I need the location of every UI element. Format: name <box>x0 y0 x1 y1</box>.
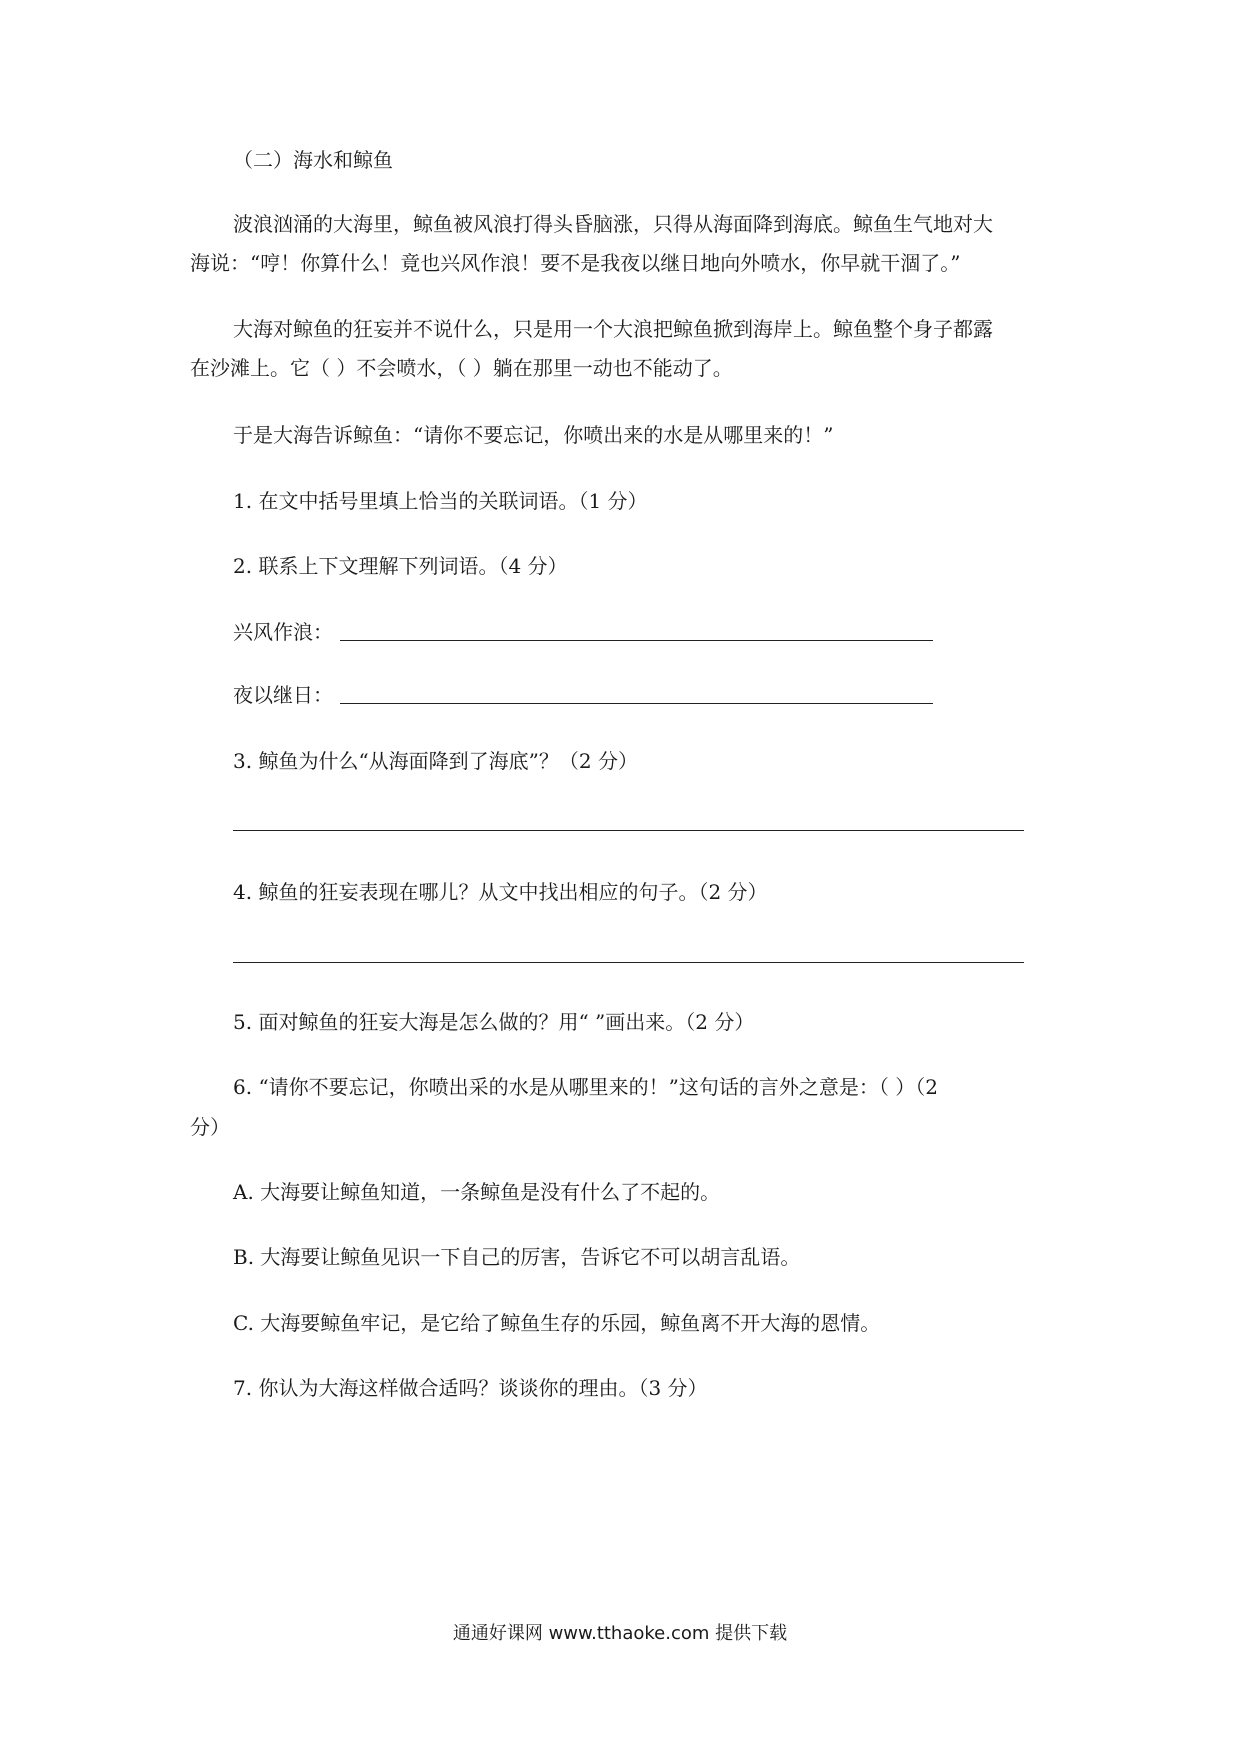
passage-paragraph-1-line-2: 海说：“哼！你算什么！竟也兴风作浪！要不是我夜以继日地向外喷水，你早就干涸了。” <box>190 251 961 275</box>
answer-line-term-2[interactable] <box>340 703 933 704</box>
question-6-option-c: C. 大海要鲸鱼牢记，是它给了鲸鱼生存的乐园，鲸鱼离不开大海的恩情。 <box>233 1311 881 1335</box>
page-footer: 通通好课网 www.tthaoke.com 提供下载 <box>452 1623 788 1644</box>
answer-line-question-3[interactable] <box>233 830 1024 831</box>
question-2-term-2: 夜以继日： <box>233 683 333 707</box>
answer-line-term-1[interactable] <box>340 640 933 641</box>
question-1: 1. 在文中括号里填上恰当的关联词语。（1 分） <box>233 489 648 513</box>
answer-line-question-4[interactable] <box>233 962 1024 963</box>
question-6-line-1: 6. “请你不要忘记，你喷出采的水是从哪里来的！”这句话的言外之意是：（ ）（2 <box>233 1075 938 1099</box>
passage-paragraph-2-line-1: 大海对鲸鱼的狂妄并不说什么，只是用一个大浪把鲸鱼掀到海岸上。鲸鱼整个身子都露 <box>233 317 993 341</box>
question-4: 4. 鲸鱼的狂妄表现在哪儿？从文中找出相应的句子。（2 分） <box>233 880 768 904</box>
question-6-option-b: B. 大海要让鲸鱼见识一下自己的厉害，告诉它不可以胡言乱语。 <box>233 1245 801 1269</box>
passage-paragraph-3: 于是大海告诉鲸鱼：“请你不要忘记，你喷出来的水是从哪里来的！” <box>233 423 834 447</box>
passage-paragraph-2-line-2: 在沙滩上。它（ ）不会喷水，（ ）躺在那里一动也不能动了。 <box>190 356 733 380</box>
section-title: （二）海水和鲸鱼 <box>233 148 393 172</box>
passage-paragraph-1-line-1: 波浪汹涌的大海里，鲸鱼被风浪打得头昏脑涨，只得从海面降到海底。鲸鱼生气地对大 <box>233 212 993 236</box>
question-7: 7. 你认为大海这样做合适吗？谈谈你的理由。（3 分） <box>233 1376 708 1400</box>
question-2: 2. 联系上下文理解下列词语。（4 分） <box>233 554 568 578</box>
question-5: 5. 面对鲸鱼的狂妄大海是怎么做的？用“ ”画出来。（2 分） <box>233 1010 755 1034</box>
question-6-line-2: 分） <box>190 1115 230 1139</box>
question-3: 3. 鲸鱼为什么“从海面降到了海底”？（2 分） <box>233 749 638 773</box>
question-2-term-1: 兴风作浪： <box>233 620 333 644</box>
question-6-option-a: A. 大海要让鲸鱼知道，一条鲸鱼是没有什么了不起的。 <box>233 1180 721 1204</box>
